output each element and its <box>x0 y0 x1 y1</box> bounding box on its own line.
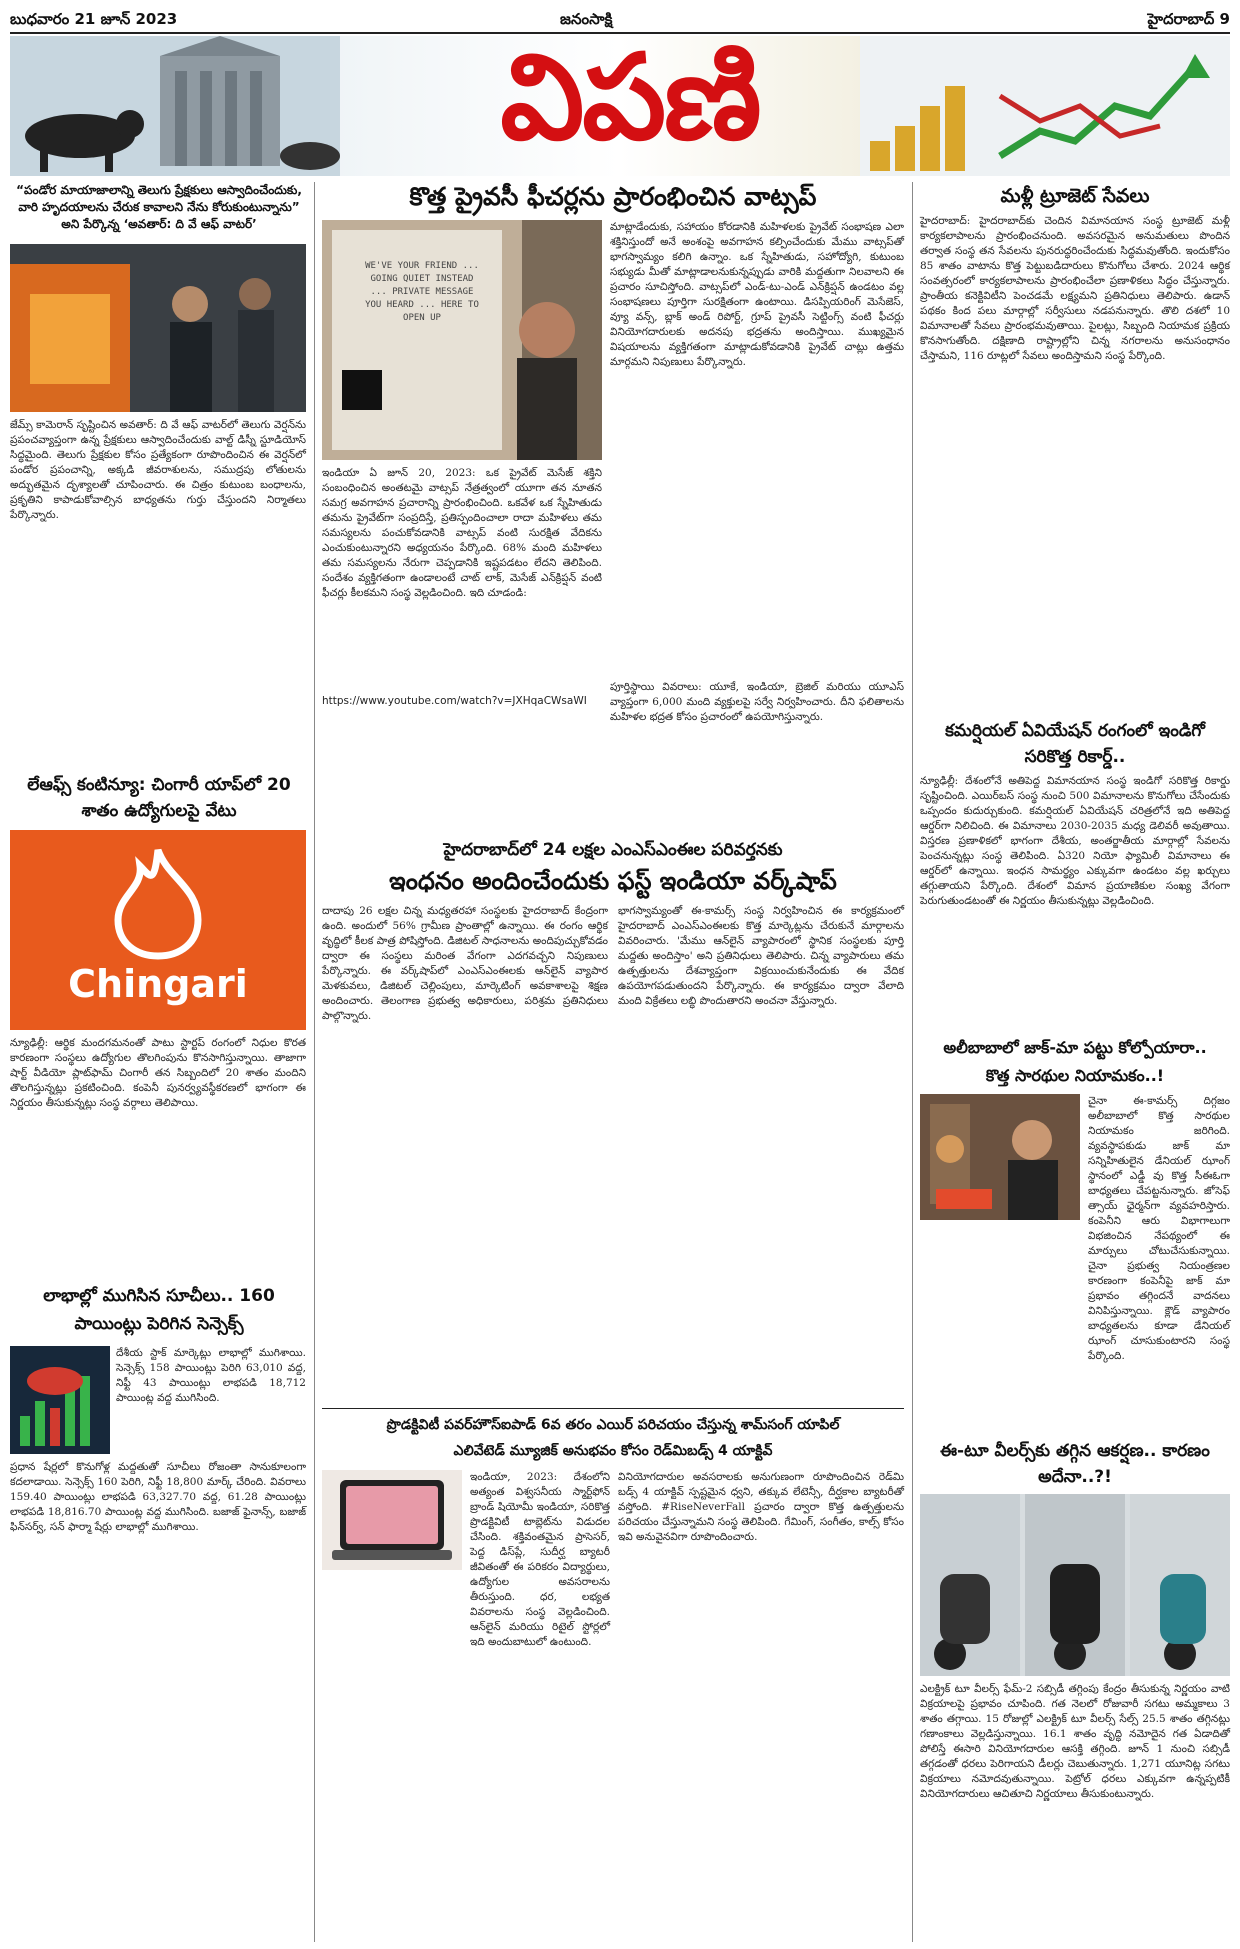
chingari-headline: లేఆఫ్స్ కంటిన్యూ: చింగారీ యాప్‌లో 20 శాతం ఉద్యోగులపై వేటు <box>27 775 291 821</box>
workshop-article-left: దాదాపు 26 లక్షల చిన్న మధ్యతరహా సంస్థలకు హైదరాబాద్ కేంద్రంగా ఉంది. అందులో 56% గ్రామీణ ప్రాంతాల్లో ఉన్నాయి. ఈ రంగం ఆర్థిక వృద్ధిలో కీలక పాత్ర పోషిస్తోంది. డిజిటల్ సాధనాలను అందిపుచ్చుకోవడం ద్వారా ఈ సంస్థలు మరింత వేగంగా ఎదగవచ్చని నిపుణులు పేర్కొన్నారు. ఈ వర్క్‌షాప్‌లో ఎంఎస్ఎంఈలకు ఆన్‌లైన్ వ్యాపార మెళకువలు, డిజిటల్ చెల్లింపులు, మార్కెటింగ్ అవకాశాలపై శిక్షణ అందించారు. తెలంగాణ ప్రభుత్వ అధికారులు, పరిశ్రమ ప్రతినిధులు పాల్గొన్నారు. <box>322 905 608 1022</box>
tablet-image <box>322 1470 462 1570</box>
avatar-photo <box>10 244 306 412</box>
markets-intro: దేశీయ స్టాక్ మార్కెట్లు లాభాల్లో ముగిశాయి. సెన్సెక్స్ 158 పాయింట్లు పెరిగి 63,010 వద్ద, నిఫ్టీ 43 పాయింట్లు లాభపడి 18,712 పాయింట్ల వద్ద ముగిసింది. <box>116 1347 306 1404</box>
section-banner <box>10 28 1230 176</box>
workshop-article-right: భాగస్వామ్యంతో ఈ-కామర్స్ సంస్థ నిర్వహించిన ఈ కార్యక్రమంలో హైదరాబాద్ ఎంఎస్ఎంఈలకు కొత్త మార్కెట్లను చేరుకునే మార్గాలను వివరించారు. 'మేము ఆన్‌లైన్ వ్యాపారంలో స్థానిక సంస్థలకు పూర్తి మద్దతు అందిస్తాం' అని ప్రతినిధులు తెలిపారు. చిన్న వ్యాపారులు తమ ఉత్పత్తులను దేశవ్యాప్తంగా విక్రయించుకునేందుకు ఈ వేదిక ఉపయోగపడుతుందని పేర్కొన్నారు. ఈ కార్యక్రమం ద్వారా వేలాది మంది విక్రేతలు లబ్ధి పొందుతారని అంచనా వేస్తున్నారు. <box>618 905 904 1007</box>
column-rule-1 <box>314 182 315 1942</box>
alibaba-article-continued <box>920 1224 1230 1440</box>
tablet-photo <box>322 1470 462 1570</box>
issue-date: బుధవారం 21 జూన్ 2023 <box>10 10 178 28</box>
workshop-headline: ఇంధనం అందించేందుకు ఫస్ట్ ఇండియా వర్క్‌షాప్ <box>389 867 837 895</box>
whatsapp-photo <box>322 220 602 460</box>
scooters-photo <box>920 1494 1230 1676</box>
ev-headline: ఈ-టూ వీలర్స్‌కు తగ్గిన ఆకర్షణ.. కారణం అదేనా..?! <box>940 1441 1210 1487</box>
woman-mirror-image <box>322 220 602 460</box>
paper-name: జనంసాక్షి <box>560 10 613 28</box>
workshop-kicker: హైదరాబాద్‌లో 24 లక్షల ఎంఎస్ఎంఈల పరివర్తనకు <box>443 840 783 860</box>
bull-chart-image <box>10 1346 110 1454</box>
ipad-article-left: ఇండియా, 2023: దేశంలోని అత్యంత విశ్వసనీయ స్మార్ట్‌ఫోన్ బ్రాండ్ షియోమీ ఇండియా, సరికొత్త ప్రొడక్టివిటీ టాబ్లెట్‌ను విడుదల చేసింది. శక్తివంతమైన ప్రాసెసర్, పెద్ద డిస్‌ప్లే, సుదీర్ఘ బ్యాటరీ జీవితంతో ఈ పరికరం విద్యార్థులు, ఉద్యోగుల అవసరాలను తీరుస్తుంది. ధర, లభ్యత వివరాలను సంస్థ వెల్లడించింది. ఆన్‌లైన్ మరియు రిటైల్ స్టోర్లలో ఇది అందుబాటులో ఉంటుంది. <box>470 1471 610 1648</box>
chingari-logo-image <box>10 830 306 1030</box>
indigo-article: న్యూఢిల్లీ: దేశంలోనే అతిపెద్ద విమానయాన సంస్థ ఇండిగో సరికొత్త రికార్డు సృష్టించింది. ఎయిర్‌బస్ సంస్థ నుంచి 500 విమానాలను కొనుగోలు చేసేందుకు ఒప్పందం కుదుర్చుకుంది. కమర్షియల్ ఏవియేషన్ చరిత్రలోనే ఇది అతిపెద్ద ఆర్డర్‌గా నిలిచింది. ఈ విమానాలు 2030-2035 మధ్య డెలివరీ అవుతాయి. విస్తరణ ప్రణాళికలో భాగంగా దేశీయ, అంతర్జాతీయ మార్గాల్లో సేవలను పెంచనున్నట్లు సంస్థ తెలిపింది. ఏ320 నియో ఫ్యామిలీ విమానాలు ఈ ఆర్డర్‌లో ఉన్నాయి. ఇంధన సామర్థ్యం ఎక్కువగా ఉండటం వల్ల ఖర్చులు తగ్గుతాయని పేర్కొంది. దేశంలో విమాన ప్రయాణికుల సంఖ్య వేగంగా పెరుగుతుండటంతో ఈ నిర్ణయం తీసుకున్నట్లు వెల్లడించింది. <box>920 775 1230 907</box>
scooters-image <box>920 1494 1230 1676</box>
chingari-logo-text: Chingari <box>68 962 248 1006</box>
ipad-subhead: ఎలివేటెడ్ మ్యూజిక్ అనుభవం కోసం రెడ్‌మిబడ్స్ 4 యాక్టివ్ <box>453 1443 773 1459</box>
flame-icon <box>108 848 208 958</box>
jack-ma-photo <box>920 1094 1080 1220</box>
avatar-kicker: “పండోర మాయాజాలాన్ని తెలుగు ప్రేక్షకులు ఆస్వాదించేందుకు, వారి హృదయాలను చేరుక కావాలని నేను కోరుకుంటున్నాను” అని పేర్కొన్న ‘అవతార్: ది వే ఆఫ్ వాటర్’ <box>16 183 302 231</box>
markets-article: ప్రధాన షేర్లలో కొనుగోళ్ల మద్దతుతో సూచీలు రోజంతా సానుకూలంగా కదలాడాయి. సెన్సెక్స్ 160 పెరిగి, నిఫ్టీ 18,800 మార్క్ చేరింది. వివరాలు 159.40 పాయింట్లు లాభపడి 63,327.70 వద్ద, 61.28 పాయింట్లు లాభపడి 18,816.70 పాయింట్ల వద్ద ముగిసింది. బజాజ్ ఫైనాన్స్, బజాజ్ ఫిన్‌సర్వ్, సన్ ఫార్మా షేర్లు లాభాల్లో ముగిశాయి. <box>10 1461 306 1533</box>
whatsapp-article-left: ఇండియా ఏ జూన్ 20, 2023: ఒక ప్రైవేట్ మెసేజ్ శక్తిని సంబంధించిన అంతటమై వాట్సప్ నేత్రత్వంలో యూగా తన నూతన సమగ్ర అవగాహన ప్రచారాన్ని ప్రారంభించింది. ఒకవేళ ఒక స్నేహితుడు తమను ప్రైవేట్‌గా సంప్రదిస్తే, ప్రతిస్పందించాలా రాదా మహిళలు తమ సమస్యలను పంచుకోవడానికి వాట్సప్ వంటి సురక్షిత వేదికను ఎంచుకుంటున్నారని అధ్యయనం పేర్కొంది. 68% మంది మహిళలు తమ సమస్యలను నేరుగా చెప్పడానికి ఇష్టపడటం లేదని తెలిపింది. సందేశం వ్యక్తిగతంగా ఉండాలంటే చాట్ లాక్, మెసేజ్ ఎన్‌క్రిప్షన్ వంటి ఫీచర్లు కీలకమని సంస్థ వెల్లడించింది. ఇది చూడండి: <box>322 467 602 599</box>
markets-photo <box>10 1346 110 1454</box>
chingari-article: న్యూఢిల్లీ: ఆర్థిక మందగమనంతో పాటు స్టార్టప్ రంగంలో నిధుల కొరత కారణంగా సంస్థలు ఉద్యోగుల తొలగింపును కొనసాగిస్తున్నాయి. తాజాగా షార్ట్ వీడియో ప్లాట్‌ఫామ్ చింగారీ తన సిబ్బందిలో 20 శాతం మందిని తొలగిస్తున్నట్లు ప్రకటించింది. కంపెనీ పునర్వ్యవస్థీకరణలో భాగంగా ఈ నిర్ణయం తీసుకున్నట్లు సంస్థ వర్గాలు తెలిపాయి. <box>10 1037 306 1109</box>
indigo-headline: కమర్షియల్ ఏవియేషన్ రంగంలో ఇండిగో సరికొత్త రికార్డ్.. <box>945 721 1205 767</box>
whatsapp-photo-note: WE'VE YOUR FRIEND ... GOING QUIET INSTEAD ... PRIVATE MESSAGE YOU HEARD ... HERE TO OPEN UP <box>365 261 479 323</box>
avatar-article: జేమ్స్ కామెరాన్ సృష్టించిన అవతార్: ది వే ఆఫ్ వాటర్‌లో తెలుగు వెర్షన్‌ను ప్రపంచవ్యాప్తంగా ఉన్న ప్రేక్షకులు ఆస్వాదించేందుకు వాల్ట్ డిస్నీ స్టూడియోస్ సిద్ధమైంది. తెలుగు ప్రేక్షకుల కోసం ప్రత్యేకంగా రూపొందించిన ఈ వెర్షన్‌లో పండోర ప్రపంచాన్ని, అక్కడి జీవరాశులను, సముద్రపు లోతులను అద్భుతమైన దృశ్యాలతో చూపించారు. ఈ చిత్రం కుటుంబ బంధాలను, ప్రకృతిని కాపాడుకోవాల్సిన బాధ్యతను గుర్తు చేస్తుందని నిర్మాతలు పేర్కొన్నారు. <box>10 419 306 521</box>
film-crew-image <box>10 244 306 412</box>
alibaba-article: చైనా ఈ-కామర్స్ దిగ్గజం అలీబాబాలో కొత్త సారథుల నియామకం జరిగింది. వ్యవస్థాపకుడు జాక్ మా సన్నిహితులైన డేనియల్ ఝాంగ్ స్థానంలో ఎడ్డీ వు కొత్త సీఈఓగా బాధ్యతలు చేపట్టనున్నారు. జోసెఫ్ త్సాయ్ ఛైర్మన్‌గా వ్యవహరిస్తారు. కంపెనీని ఆరు విభాగాలుగా విభజించిన నేపథ్యంలో ఈ మార్పులు చోటుచేసుకున్నాయి. చైనా ప్రభుత్వ నియంత్రణల కారణంగా కంపెనీపై జాక్ మా ప్రభావం తగ్గిందనే వాదనలు వినిపిస్తున్నాయి. క్లౌడ్ వ్యాపారం బాధ్యతలను కూడా డేనియల్ ఝాంగ్ చూసుకుంటారని సంస్థ పేర్కొంది. <box>1088 1095 1230 1362</box>
ipad-article-right: వినియోగదారుల అవసరాలకు అనుగుణంగా రూపొందించిన రెడ్‌మి బడ్స్ 4 యాక్టివ్ స్పష్టమైన ధ్వని, తక్కువ లేటెన్సీ, దీర్ఘకాల బ్యాటరీతో వస్తోంది. #RiseNeverFall ప్రచారం ద్వారా కొత్త ఉత్పత్తులను పరిచయం చేస్తున్నామని సంస్థ తెలిపింది. గేమింగ్, సంగీతం, కాల్స్ కోసం ఇవి అనువైనవిగా రూపొందించారు. <box>618 1471 904 1543</box>
ipad-headline: ప్రొడక్టివిటీ పవర్‌హౌస్ఐపాడ్ 6వ తరం ఎయిర్ పరిచయం చేస్తున్న శామ్‌సంగ్ యాపిల్ <box>386 1417 840 1433</box>
ipad-article-left-2 <box>322 1574 462 1940</box>
jack-ma-image <box>920 1094 1080 1220</box>
markets-headline: లాభాల్లో ముగిసిన సూచీలు.. 160 పాయింట్లు పెరిగిన సెన్సెక్స్ <box>43 1286 275 1334</box>
whatsapp-video-link[interactable]: https://www.youtube.com/watch?v=JXHqaCWsaWI <box>322 695 587 707</box>
coins-chart-illustration <box>860 36 1230 176</box>
alibaba-headline: అలీబాబాలో జాక్‌-మా పట్టు కోల్పోయారా.. <box>943 1038 1207 1057</box>
ipad-top-rule <box>322 1408 904 1409</box>
whatsapp-article-right: మాట్లాడేందుకు, సహాయం కోరడానికి మహిళలకు ప్రైవేట్ సంభాషణ ఎలా శక్తినిస్తుందో అనే అంశంపై అవగాహన కల్పించేందుకు మేము వాట్సప్‌తో భాగస్వామ్యం కలిగి ఉన్నాం. ఒక స్నేహితుడు, సహోద్యోగి, కుటుంబ సభ్యుడు మీతో మాట్లాడాలనుకున్నప్పుడు వారికి మద్దతుగా నిలవాలని ఈ ప్రచారం సూచిస్తోంది. వాట్సప్‌లో ఎండ్-టు-ఎండ్ ఎన్‌క్రిప్షన్ ఉండటం వల్ల సంభాషణలు పూర్తిగా సురక్షితంగా ఉంటాయి. డిసప్పియరింగ్ మెసేజెస్, వ్యూ వన్స్, బ్లాక్ అండ్ రిపోర్ట్, గ్రూప్ ప్రైవసీ సెట్టింగ్స్ వంటి ఫీచర్లు వినియోగదారులకు అదనపు భద్రతను అందిస్తాయి. ముఖ్యమైన విషయాలను వ్యక్తిగతంగా మాట్లాడుకోవడానికి ప్రైవేట్ చాట్లు ఉత్తమ మార్గమని నిపుణులు పేర్కొన్నారు. <box>610 221 904 368</box>
whatsapp-article-bottom: పూర్తిస్థాయి వివరాలు: యూకే, ఇండియా, బ్రెజిల్ మరియు యూఎస్ వ్యాప్తంగా 6,000 మంది వ్యక్తులపై సర్వే నిర్వహించారు. దీని ఫలితాలను మహిళల భద్రత కోసం ప్రచారంలో ఉపయోగిస్తున్నారు. <box>610 681 904 723</box>
trujet-headline: మళ్లీ ట్రూజెట్ సేవలు <box>1000 185 1150 207</box>
trujet-article: హైదరాబాద్: హైదరాబాద్‌కు చెందిన విమానయాన సంస్థ ట్రూజెట్ మళ్లీ కార్యకలాపాలను ప్రారంభించనుంది. అవసరమైన అనుమతులు పొందిన తర్వాత సంస్థ తన సేవలను పునరుద్ధరించేందుకు సిద్ధమవుతోంది. ఇందుకోసం 85 శాతం వాటాను కొత్త పెట్టుబడిదారులు కొనుగోలు చేశారు. 2024 ఆర్థిక సంవత్సరంలో కార్యకలాపాలను ప్రారంభించేలా ప్రణాళికలు సిద్ధం చేస్తున్నారు. ప్రాంతీయ కనెక్టివిటీని పెంచడమే లక్ష్యమని ప్రతినిధులు తెలిపారు. ఉడాన్ పథకం కింద పలు మార్గాల్లో సర్వీసులు నడపనున్నారు. తొలి దశలో 10 విమానాలతో సేవలు ప్రారంభమవుతాయి. పైలట్లు, సిబ్బంది నియామక ప్రక్రియ కొనసాగుతోంది. దక్షిణాది రాష్ట్రాల్లోని చిన్న నగరాలను అనుసంధానం చేస్తామని, 116 రూట్లలో సేవలు అందిస్తామని సంస్థ పేర్కొంది. <box>920 215 1230 362</box>
bull-bear-illustration <box>10 36 340 176</box>
ev-article: ఎలక్ట్రిక్ టూ వీలర్స్ ఫేమ్-2 సబ్సిడీ తగ్గింపు కేంద్రం తీసుకున్న నిర్ణయం వాటి విక్రయాలపై ప్రభావం చూపింది. గత నెలలో రోజువారీ సగటు అమ్మకాలు 3 శాతం తగ్గాయి. 15 రోజుల్లో ఎలక్ట్రిక్ టూ వీలర్స్ సేల్స్ 25.5 శాతం తగ్గినట్లు గణాంకాలు వెల్లడిస్తున్నాయి. 16.1 శాతం వృద్ధి నమోదైన గత ఏడాదితో పోలిస్తే ఈసారి వినియోగదారుల ఆసక్తి తగ్గింది. జూన్ 1 నుంచి సబ్సిడీ తగ్గడంతో ధరలు పెరిగాయని డీలర్లు చెబుతున్నారు. 1,271 యూనిట్ల సగటు విక్రయాలు నమోదవుతున్నాయి. పెట్రోల్ ధరలు ఎక్కువగా ఉన్నప్పటికీ వినియోగదారులు ఆచితూచి నిర్ణయాలు తీసుకుంటున్నారు. <box>920 1683 1230 1800</box>
page-number: హైదరాబాద్ 9 <box>1147 10 1230 28</box>
page-header <box>10 8 1230 30</box>
whatsapp-headline: కొత్త ప్రైవసీ ఫీచర్లను ప్రారంభించిన వాట్సప్ <box>409 182 817 211</box>
alibaba-subhead: కొత్త సారథుల నియామకం..! <box>985 1066 1165 1085</box>
column-rule-2 <box>912 182 913 1942</box>
banner-title: విపణి <box>500 28 760 166</box>
whatsapp-article-continue <box>322 728 904 838</box>
